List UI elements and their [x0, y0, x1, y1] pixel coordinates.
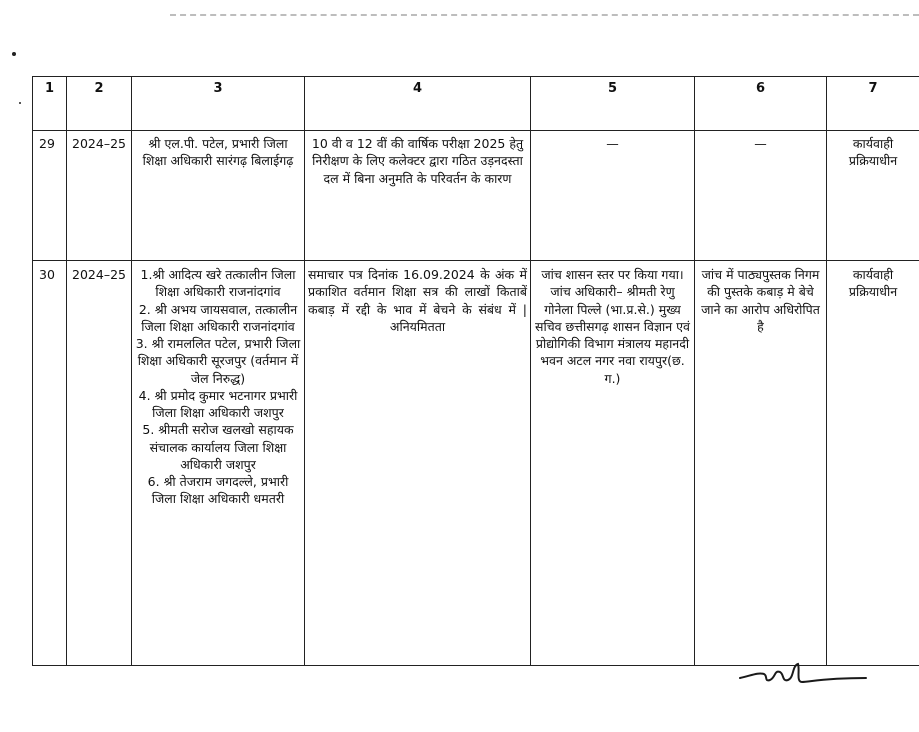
- header-cell: 4: [305, 77, 531, 131]
- action-status: कार्यवाही प्रक्रियाधीन: [827, 131, 919, 261]
- header-cell: 5: [531, 77, 695, 131]
- header-cell: 1: [33, 77, 67, 131]
- allegation-text: 10 वी व 12 वीं की वार्षिक परीक्षा 2025 हेतु निरीक्षण के लिए कलेक्टर द्वारा गठित उड़नदस्ता दल में बिना अनुमति के परिवर्तन के कारण: [305, 131, 531, 261]
- serial-number: 30: [33, 261, 67, 666]
- allegation-text: समाचार पत्र दिनांक 16.09.2024 के अंक में प्रकाशित वर्तमान शिक्षा सत्र की लाखों किताबें कबाड़ में रद्दी के भाव में बेचने के संबंध में |अनियमितता: [305, 261, 531, 666]
- serial-number: 29: [33, 131, 67, 261]
- top-dashed-rule: [170, 14, 919, 16]
- session-year: 2024–25: [67, 261, 132, 666]
- header-cell: 3: [132, 77, 305, 131]
- inquiry-finding: जांच में पाठ्यपुस्तक निगम की पुस्तके कबाड़ मे बेचे जाने का आरोप अधिरोपित है: [695, 261, 827, 666]
- table-row: [33, 261, 919, 666]
- inquiry-details: —: [531, 131, 695, 261]
- officer-entry: 6. श्री तेजराम जगदल्ले, प्रभारी जिला शिक्षा अधिकारी धमतरी: [147, 474, 289, 507]
- scan-speck: [12, 52, 16, 56]
- officer-entry: 4. श्री प्रमोद कुमार भटनागर प्रभारी जिला शिक्षा अधिकारी जशपुर: [138, 387, 298, 420]
- officer-entry: 3. श्री रामललित पटेल, प्रभारी जिला शिक्षा अधिकारी सूरजपुर (वर्तमान में जेल निरुद्ध): [135, 336, 301, 386]
- header-cell: 6: [695, 77, 827, 131]
- officer-entry: 5. श्रीमती सरोज खलखो सहायक संचालक कार्यालय जिला शिक्षा अधिकारी जशपुर: [142, 422, 294, 472]
- inquiry-details: जांच शासन स्तर पर किया गया। जांच अधिकारी– श्रीमती रेणु गोनेला पिल्ले (भा.प्र.से.) मुख्य सचिव छत्तीसगढ़ शासन विज्ञान एवं प्रोद्योगिकी विभाग मंत्रालय महानदी भवन अटल नगर नवा रायपुर(छ. ग.): [531, 261, 695, 666]
- records-table: [32, 76, 919, 666]
- officer-name: श्री एल.पी. पटेल, प्रभारी जिला शिक्षा अधिकारी सारंगढ़ बिलाईगढ़: [132, 131, 305, 261]
- inquiry-finding: —: [695, 131, 827, 261]
- scan-speck: [19, 102, 21, 104]
- officer-list: [132, 261, 305, 666]
- signature-mark: [738, 660, 868, 690]
- table-header-row: [33, 77, 919, 131]
- header-cell: 7: [827, 77, 919, 131]
- action-status: कार्यवाही प्रक्रियाधीन: [827, 261, 919, 666]
- table-row: [33, 131, 919, 261]
- header-cell: 2: [67, 77, 132, 131]
- session-year: 2024–25: [67, 131, 132, 261]
- officer-entry: 1.श्री आदित्य खरे तत्कालीन जिला शिक्षा अधिकारी राजनांदगांव: [140, 267, 296, 300]
- officer-entry: 2. श्री अभय जायसवाल, तत्कालीन जिला शिक्षा अधिकारी राजनांदगांव: [138, 301, 298, 334]
